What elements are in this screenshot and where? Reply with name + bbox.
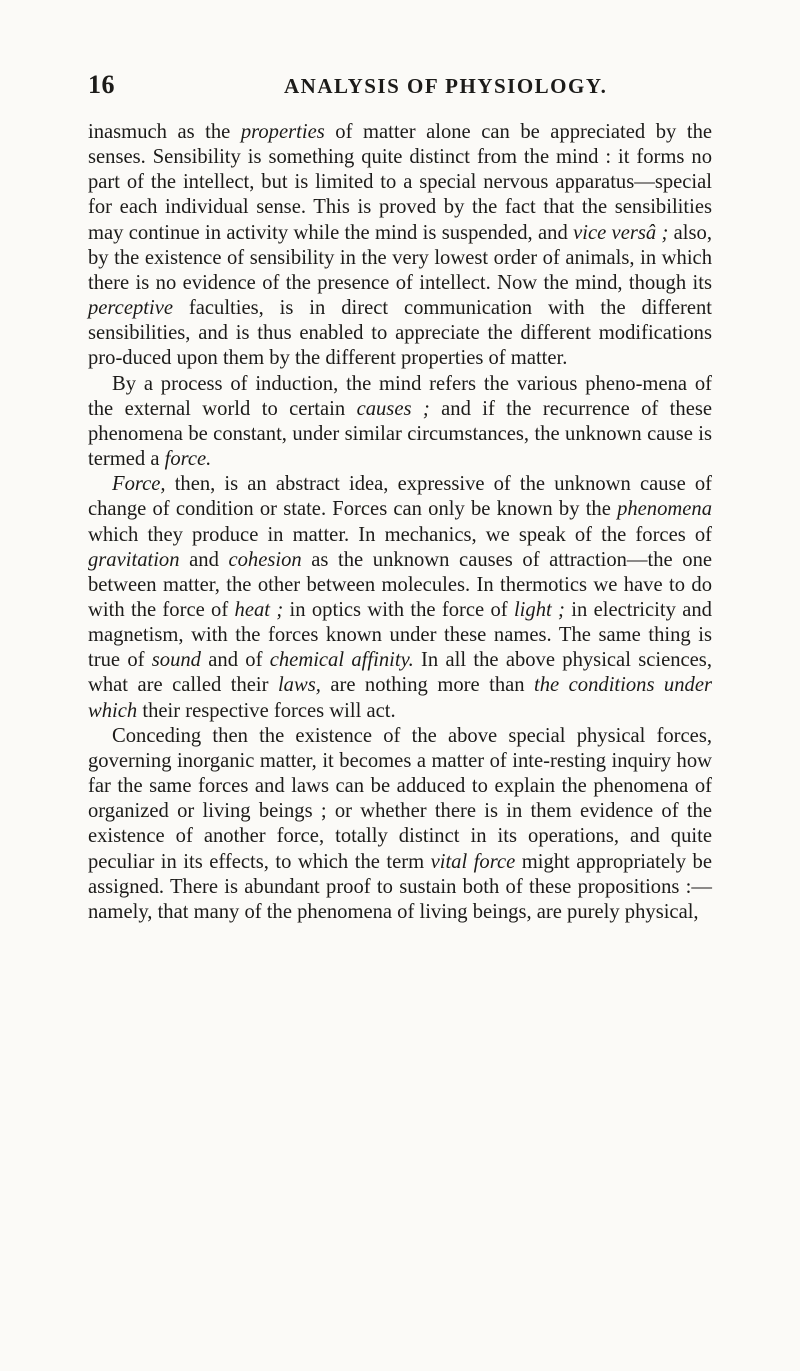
page-number: 16 <box>88 70 115 99</box>
body-text <box>88 120 712 925</box>
italic-text: vital force <box>430 850 516 873</box>
italic-text: causes ; <box>356 397 430 420</box>
text-run: might appropriately be assigned. There is abundant proof to sustain both of these propositions :—namely, that many of the phenomena of living beings, are purely physical, <box>88 850 712 923</box>
paragraph-2 <box>88 372 712 473</box>
italic-text: gravitation <box>88 548 180 571</box>
text-run: which they produce in matter. In mechanics, we speak of the forces of <box>88 523 712 546</box>
italic-text: chemical affinity. <box>269 649 414 672</box>
text-run: in optics with the force of <box>283 598 514 621</box>
italic-text: perceptive <box>88 297 173 320</box>
text-run: then, is an abstract idea, expressive of the unknown cause of change of condition or state. Forces can only be known by the <box>88 473 712 521</box>
text-run: and <box>179 548 229 571</box>
text-run: in electricity and magnetism, with the forces known under these names. The same thing is true of <box>88 598 712 672</box>
italic-text: vice versâ ; <box>573 221 669 244</box>
italic-text: force. <box>164 448 212 471</box>
italic-text: cohesion <box>228 548 302 571</box>
text-run: also, by the existence of sensibility in the very lowest order of animals, in which there is no evidence of the presence of intellect. Now the mind, though its <box>88 221 712 294</box>
text-run: their respective forces will act. <box>137 699 396 722</box>
text-run: inasmuch as the <box>88 121 241 143</box>
text-run: Conceding then the existence of the above special physical forces, governing inorganic matter, it becomes a matter of inte-resting inquiry how far the same forces and laws can be adduced to explain the phenomena of organized or living beings ; or whether there is in them evidence of the existence of another force, totally distinct in its operations, and quite peculiar in its effects, to which the term <box>88 724 712 873</box>
text-run: In all the above physical sciences, what are called their <box>88 649 712 697</box>
italic-text: properties <box>240 121 325 143</box>
italic-text: Force, <box>112 473 166 496</box>
text-run: faculties, is in direct communication with the different sensibilities, and is thus enabled to appreciate the different modifications pro-duced upon them by the different properties of matter. <box>88 297 712 370</box>
text-run: and of <box>200 649 270 672</box>
paragraph-3 <box>88 472 712 724</box>
italic-text: laws, <box>277 674 321 697</box>
page-header <box>88 70 712 100</box>
paragraph-1 <box>88 120 712 372</box>
italic-text: sound <box>151 649 201 672</box>
text-run: of matter alone can be appreciated by the senses. Sensibility is something quite distinct from the mind : it forms no part of the intellect, but is limited to a special nervous apparatus—special for each individual sense. This is proved by the fact that the sensibilities may continue in activity while the mind is suspended, and <box>88 121 713 244</box>
text-run: By a process of induction, the mind refers the various pheno-mena of the external world to certain <box>88 372 712 420</box>
paragraph-4 <box>88 724 712 925</box>
italic-text: heat ; <box>234 598 284 621</box>
text-run: are nothing more than <box>320 674 535 697</box>
italic-text: the conditions under which <box>88 674 712 722</box>
text-run: and if the recurrence of these phenomena be constant, under similar circumstances, the unknown cause is termed a <box>88 397 712 471</box>
text-run: as the unknown causes of attraction—the one between matter, the other between molecules. In thermotics we have to do with the force of <box>88 548 713 621</box>
italic-text: phenomena <box>617 498 712 521</box>
italic-text: light ; <box>513 598 565 621</box>
running-head: ANALYSIS OF PHYSIOLOGY. <box>284 74 608 98</box>
